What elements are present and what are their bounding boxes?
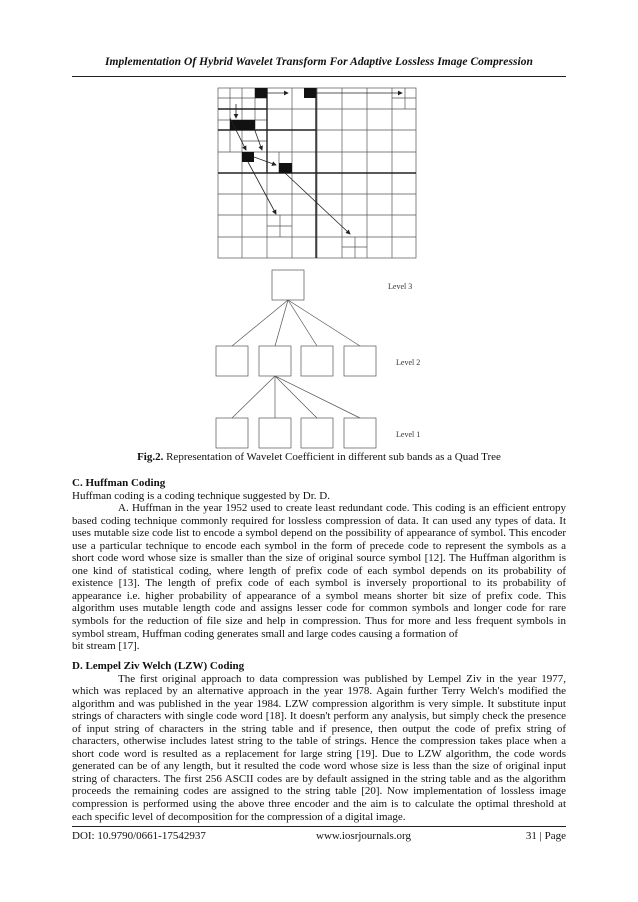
level2-node [259,346,291,376]
figure-caption [0,451,638,463]
section-lzw [72,660,566,823]
level2-node [344,346,376,376]
footer-rule [72,826,566,827]
level2-node [216,346,248,376]
level3-node [272,270,304,300]
paragraph: A. Huffman in the year 1952 used to create least redundant code. This coding is an efficient entropy based coding technique commonly required for lossless compression of data. It can used any types of data. It uses mutable size code list to encode a symbol depend on the possibility of appearance of symbol. This encoder use a particular technique to encode each symbol in the form of precede code to represent the symbols as a short code word whose size is smaller than the size of original source symbol [12]. The Huffman algorithm is one kind of statistical coding, where length of prefix code of each symbol depends on its probability of existence [13]. The length of prefix code of each symbol is inversely proportional to its probability of appearance i.e. higher probability of appearance of a symbol means shorter bit size of prefix code. This algorithm uses mutable length code and assigns lesser code for common symbols and longer code for rare symbols for the reduction of file size and help in compression. Thus for more and less frequent symbols in symbol stream, Huffman coding generates small and large codes causing a formation of [72,502,566,640]
level1-node [259,418,291,448]
footer-page: 31 | Page [525,830,566,842]
paragraph: Huffman coding is a coding technique suggested by Dr. D. [72,489,330,502]
section-heading: D. Lempel Ziv Welch (LZW) Coding [72,660,245,672]
level1-node [216,418,248,448]
paragraph: bit stream [17]. [72,640,140,653]
caption-text: Representation of Wavelet Coefficient in different sub bands as a Quad Tree [163,451,501,463]
caption-label: Fig.2. [137,451,164,463]
section-heading: C. Huffman Coding [72,477,166,489]
level3-label: Level 3 [388,282,413,291]
level1-node [301,418,333,448]
level2-node [301,346,333,376]
footer-doi: DOI: 10.9790/0661-17542937 [72,830,206,842]
running-title: Implementation Of Hybrid Wavelet Transform For Adaptive Lossless Image Compression [104,56,533,68]
footer-site: www.iosrjournals.org [316,830,412,842]
level1-label: Level 1 [396,430,421,439]
level1-node [344,418,376,448]
level2-label: Level 2 [396,358,421,367]
quad-tree [216,270,376,448]
section-huffman [72,477,566,653]
paragraph: The first original approach to data compression was published by Lempel Ziv in the year 1977, which was replaced by an alternative approach in the year 1978. Again further Terry Welch's modified the algorithm and was published in the year 1984. LZW compression algorithm is very simple. It substitute input strings of characters with single code word [18]. It doesn't perform any analysis, but simply check the presence of input string of characters in the string table and if presence, then output the code of prefix string of characters, otherwise includes latest string to the table of strings. Hence the compression takes place when a short code word is resulted as a replacement for large string [19]. Due to LZW algorithm, the code words generated can be of any length, but it resulted the code word whose size is less than the size of original input string of characters. The first 256 ASCII codes are by default assigned in the string table and as the algorithm proceeds the remaining codes are assigned to the string table [20]. Now implementation of lossless image compression is performed using the above three encoder and the aim is to calculate the optimal threshold at each specific level of decomposition for the compression of a digital image. [72,672,566,823]
